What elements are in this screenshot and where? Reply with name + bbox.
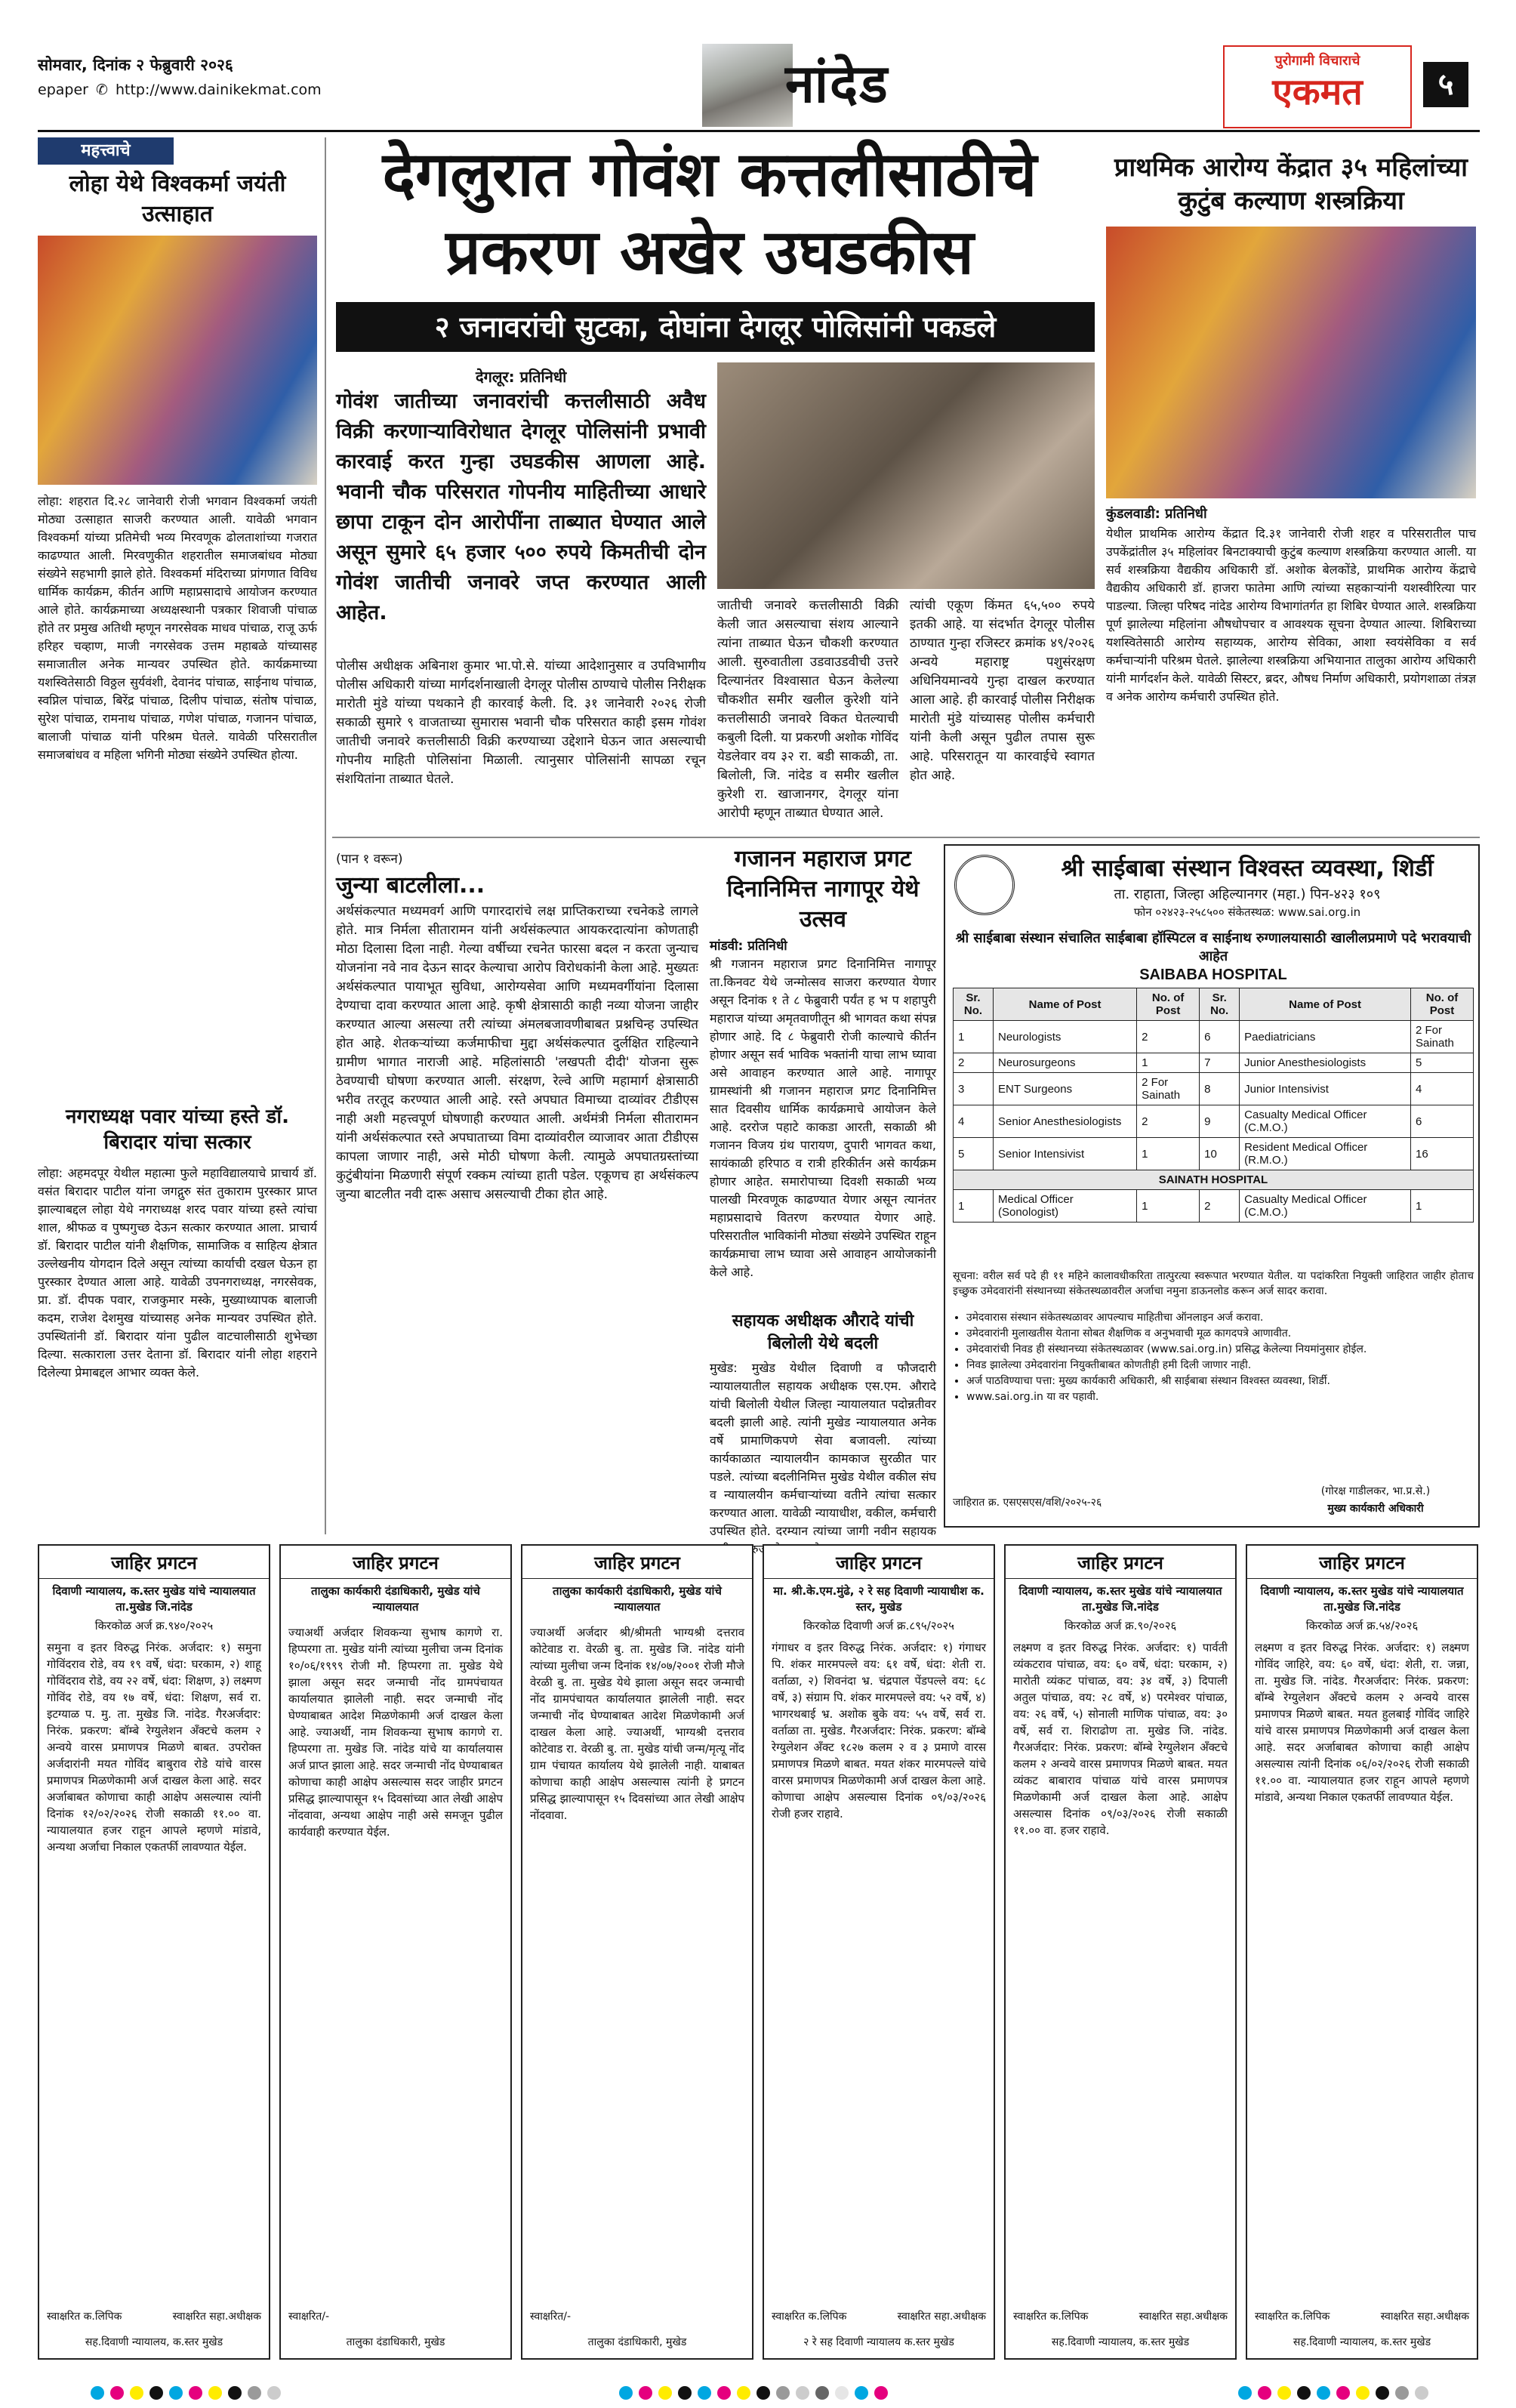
epaper-label: epaper <box>38 82 88 98</box>
saibaba-note: सूचना: वरील सर्व पदे ही ११ महिने कालावधीकरिता तात्पुरत्या स्वरूपात भरण्यात येतील. या पदांकरिता नियुक्ती जाहिरात जाहीर होताच इच्छुक उमेदवारांनी संस्थानच्या संकेतस्थळावरील अर्जाचा नमुना डाऊनलोड करून अर्ज सादर करावा. <box>953 1270 1474 1297</box>
notice-title: जाहिर प्रगटन <box>281 1546 510 1579</box>
saibaba-subtitle: श्री साईबाबा संस्थान संचालित साईबाबा हॉस्पिटल व साईनाथ रुग्णालयासाठी खालीलप्रमाणे पदे भरावयाची आहेत <box>955 930 1471 964</box>
column-divider <box>325 137 326 1534</box>
bullet-item: • निवड झालेल्या उमेदवारांना नियुक्तीबाबत कोणतीही हमी दिली जाणार नाही. <box>966 1358 1474 1374</box>
table-row <box>954 1105 1474 1138</box>
notice-body: समुना व इतर विरुद्ध निरंक. अर्जदार: १) समुना गोविंदराव रोडे, वय १९ वर्षे, धंदा: घरकाम, २) शाहू गोविंदराव रोडे, वय २२ वर्षे, धंदा: शिक्षण, ३) लक्ष्मण गोविंद रोडे, वय १७ वर्षे, धंदा: शिक्षण, सर्व रा. इटग्याळ प. मु. ता. मुखेड जि. नांदेड. गैरअर्जदार: निरंक. प्रकरण: बॉम्बे रेग्युलेशन अँक्टचे कलम २ अन्वये वारस प्रमाणपत्र मिळणे बाबत. उपरोक्त अर्जदारांनी मयत गोविंद बाबुराव रोडे यांचे वारस प्रमाणपत्र मिळणेकामी अर्ज दाखल केला आहे. सदर अर्जाबाबत कोणाचा काही आक्षेप असल्यास त्यांनी दिनांक १२/०२/२०२६ रोजी सकाळी ११.०० वा. न्यायालयात हजर राहून आपले म्हणणे मांडावे, अन्यथा अर्जाचा निकाल एकतर्फी लावण्यात येईल. <box>47 1641 261 1854</box>
notice-court: तालुका कार्यकारी दंडाधिकारी, मुखेड यांचे न्यायालयात <box>311 1584 480 1614</box>
left-story-photo <box>38 236 317 485</box>
table-cell: 2 <box>1137 1021 1200 1053</box>
notice-footer: तालुका दंडाधिकारी, मुखेड <box>587 2336 687 2348</box>
registration-dot <box>835 2386 849 2400</box>
table-cell: 1 <box>954 1021 994 1053</box>
notice-sig-left: स्वाक्षरित क.लिपिक <box>1013 2311 1089 2323</box>
notice-body: लक्ष्मण व इतर विरुद्ध निरंक. अर्जदार: १) लक्ष्मण गोविंद जाहिरे, वय: ६० वर्षे, धंदा: शेती, रा. जन्ना, ता. मुखेड जि. नांदेड. गैरअर्जदार: निरंक. प्रकरण: बॉम्बे रेग्युलेशन अँक्टचे कलम २ अन्वये वारस प्रमाणपत्र मिळणे बाबत. मयत हुलबाई गोविंद जाहिरे यांचे वारस प्रमाणपत्र मिळणेकामी अर्ज दाखल केला आहे. सदर अर्जाबाबत कोणाचा काही आक्षेप असल्यास त्यांनी दिनांक ०६/०२/२०२६ रोजी सकाळी ११.०० वा. न्यायालयात हजर राहून आपले म्हणणे मांडावे, अन्यथा निकाल एकतर्फी लावण्यात येईल. <box>1255 1641 1469 1804</box>
legal-notice <box>38 1544 270 2360</box>
notice-title: जाहिर प्रगटन <box>1247 1546 1477 1579</box>
registration-dot <box>717 2386 731 2400</box>
registration-dot <box>149 2386 163 2400</box>
table-cell: 2 <box>1137 1105 1200 1138</box>
hospital-name: SAIBABA HOSPITAL <box>1139 967 1287 983</box>
table-row <box>954 1073 1474 1105</box>
issue-date: सोमवार, दिनांक २ फेब्रुवारी २०२६ <box>38 56 233 74</box>
registration-dot <box>1238 2386 1252 2400</box>
notice-court: दिवाणी न्यायालय, क.स्तर मुखेड यांचे न्यायालयात ता.मुखेड जि.नांदेड <box>1260 1584 1464 1614</box>
registration-dot <box>815 2386 829 2400</box>
bullet-item: • उमेदवारांनी मुलाखतीस येताना सोबत शैक्षणिक व अनुभवाची मूळ कागदपत्रे आणावीत. <box>966 1326 1474 1342</box>
legal-notice <box>1004 1544 1237 2360</box>
main-banner: २ जनावरांची सुटका, दोघांना देगलूर पोलिसांनी पकडले <box>336 302 1095 352</box>
table-cell: Junior Intensivist <box>1240 1073 1411 1105</box>
saibaba-title: श्री साईबाबा संस्थान विश्वस्त व्यवस्था, शिर्डी <box>1061 855 1434 882</box>
left-story-body: लोहा: शहरात दि.२८ जानेवारी रोजी भगवान विश्वकर्मा जयंती मोठ्या उत्साहात साजरी करण्यात आली. यावेळी भगवान विश्वकर्मा यांच्या प्रतिमेची भव्य मिरवणूक ढोलताशांच्या गजरात काढण्यात आली. मिरवणुकीत शहरातील समाजबांधव मोठ्या संख्येने सहभागी झाले होते. विश्वकर्मा मंदिराच्या प्रांगणात विविध धार्मिक कार्यक्रम, कीर्तन आणि महाप्रसादाचे आयोजन करण्यात आले होते. कार्यक्रमाच्या अध्यक्षस्थानी पत्रकार शिवाजी पांचाळ होते तर प्रमुख अतिथी म्हणून नगरसेवक माधव पांचाळ, राजू ऊर्फ हरिहर चव्हाण, माजी नगरसेवक उत्तम महाबळे यांच्यासह समाजातील अनेक मान्यवर उपस्थित होते. कार्यक्रमाच्या यशस्वितेसाठी विठ्ठल सुर्यवंशी, देवानंद पांचाळ, साईनाथ पांचाळ, स्वप्निल पांचाळ, बिरेंद्र पांचाळ, दिलीप पांचाळ, संतोष पांचाळ, सुरेश पांचाळ, रामनाथ पांचाळ, गणेश पांचाळ, गजानन पांचाळ, बालाजी पांचाळ यांनी परिश्रम घेतले. यावेळी परिसरातील समाजबांधव व महिला भगिनी मोठ्या संख्येने उपस्थित होत्या. <box>38 494 317 762</box>
notice-sig-right: स्वाक्षरित सहा.अधीक्षक <box>172 2311 261 2323</box>
table-cell: 4 <box>954 1105 994 1138</box>
notice-court: दिवाणी न्यायालय, क.स्तर मुखेड यांचे न्यायालयात ता.मुखेड जि.नांदेड <box>52 1584 256 1614</box>
registration-dot <box>1356 2386 1370 2400</box>
registration-dot <box>130 2386 143 2400</box>
bullet-item: • www.sai.org.in या वर पहावी. <box>966 1389 1474 1405</box>
registration-dot <box>855 2386 868 2400</box>
notice-body: ज्याअर्थी अर्जदार श्री/श्रीमती भाग्यश्री दत्तराव कोटेवाड रा. वेरळी बु. ता. मुखेड जि. नांदेड यांनी त्यांच्या मुलीचा जन्म दिनांक १४/०७/२००१ रोजी मौजे वेरळी बु. ता. मुखेड येथे झाला असून सदर जन्माची नोंद ग्रामपंचायत कार्यालयात झालेली नाही. सदर जन्माची नोंद घेण्याबाबत आदेश मिळणेकामी अर्ज दाखल केला आहे. ज्याअर्थी, भाग्यश्री दत्तराव कोटेवाड रा. वेरळी बु. ता. मुखेड यांची जन्म/मृत्यू नोंद ग्राम पंचायत कार्यालय येथे झालेली नाही. याबाबत कोणाचा काही आक्षेप असल्यास त्यांनी हे प्रगटन प्रसिद्ध झाल्यापासून १५ दिवसांच्या आत लेखी आक्षेप नोंदवावा. <box>530 1626 744 1822</box>
table-cell: 1 <box>1137 1053 1200 1073</box>
registration-dot <box>189 2386 202 2400</box>
saibaba-ref: जाहिरात क्र. एसएसएस/वशि/२०२५-२६ <box>953 1497 1102 1509</box>
registration-dot <box>1415 2386 1428 2400</box>
masthead <box>0 0 1516 151</box>
legal-notices <box>38 1544 1480 2360</box>
table-cell: 2 For Sainath <box>1411 1021 1474 1053</box>
notice-case: किरकोळ अर्ज क्र.९०/२०२६ <box>1064 1619 1177 1633</box>
transfer-body: मुखेड: मुखेड येथील दिवाणी व फौजदारी न्यायालयातील सहायक अधीक्षक एस.एम. औरादे यांची बिलोली येथील जिल्हा न्यायालयात पदोन्नतीवर बदली झाली आहे. त्यांनी मुखेड न्यायालयात अनेक वर्षे प्रामाणिकपणे सेवा बजावली. त्यांच्या कार्यकाळात न्यायालयीन कामकाज सुरळीत पार पडले. त्यांच्या बदलीनिमित्त मुखेड येथील वकील संघ व न्यायालयीन कर्मचाऱ्यांच्या वतीने त्यांचा सत्कार करण्यात आला. यावेळी न्यायाधीश, वकील, कर्मचारी उपस्थित होते. दरम्यान त्यांच्या जागी नवीन सहायक रुजू <box>710 1361 936 1556</box>
continued-label: (पान १ वरून) <box>336 852 403 867</box>
masthead-rule <box>38 130 1480 132</box>
junya-title: जुन्या बाटलीला... <box>336 872 485 899</box>
table-cell: Junior Anesthesiologists <box>1240 1053 1411 1073</box>
registration-dot <box>1297 2386 1311 2400</box>
notice-footer: सह.दिवाणी न्यायालय, क.स्तर मुखेड <box>1293 2336 1431 2348</box>
registration-dot <box>639 2386 652 2400</box>
table-cell: Resident Medical Officer (R.M.O.) <box>1240 1138 1411 1170</box>
main-body-c: त्यांची एकूण किंमत ६५,५०० रुपये इतकी आहे. या संदर्भात देगलूर पोलीस ठाण्यात गुन्हा रजिस्टर क्रमांक ४९/२०२६ अन्वये महाराष्ट्र पशुसंरक्षण अधिनियमान्वये गुन्हा दाखल करण्यात आला आहे. ही कारवाई पोलीस निरीक्षक मारोती मुंडे यांच्यासह पोलीस कर्मचारी यांनी केली असून पुढील तपास सुरू आहे. परिसरातून या कारवाईचे स्वागत होत आहे. <box>910 598 1095 783</box>
masthead-collage <box>702 44 793 127</box>
section-rule <box>332 837 1480 838</box>
bullet-item: • उमेदवारास संस्थान संकेतस्थळावर आपल्याच माहितीचा ऑनलाइन अर्ज करावा. <box>966 1310 1474 1326</box>
left-story2-body: लोहा: अहमदपूर येथील महात्मा फुले महाविद्यालयाचे प्राचार्य डॉ. वसंत बिरादार पाटील यांना जगद्गुरु संत तुकाराम पुरस्कार प्राप्त झाल्याबद्दल लोहा येथे नगराध्यक्ष शरद पवार यांच्या हस्ते त्यांचा शाल, श्रीफळ व पुष्पगुच्छ देऊन सत्कार करण्यात आला. प्राचार्य डॉ. बिरादार पाटील यांनी शैक्षणिक, सामाजिक व साहित्य क्षेत्रात उल्लेखनीय योगदान दिले असून त्यांच्या कार्याची दखल घेऊन हा पुरस्कार देण्यात आला आहे. यावेळी उपनगराध्यक्ष, नगरसेवक, प्रा. डॉ. दीपक पवार, राजकुमार मस्के, मुख्याध्यापक बालाजी कदम, राजेश देशमुख यांच्यासह अनेक मान्यवर उपस्थित होते. उपस्थितांनी डॉ. बिरादार यांना पुढील वाटचालीसाठी शुभेच्छा दिल्या. सत्काराला उत्तर देताना डॉ. बिरादार यांनी लोहा शहराने दिलेल्या प्रेमाबद्दल आभार व्यक्त केले. <box>38 1166 317 1380</box>
gajanan-body: श्री गजानन महाराज प्रगट दिनानिमित्त नागापूर ता.किनवट येथे जन्मोत्सव साजरा करण्यात येणार असून दिनांक १ ते ८ फेब्रुवारी पर्यंत ह भ प शहापुरी महाराज यांच्या अमृतवाणीतून श्री भागवत कथा संपन्न होणार आहे. दि ८ फेब्रुवारी रोजी काल्याचे कीर्तन होणार असून सर्व भाविक भक्तांनी याचा लाभ घ्यावा असे आवाहन करण्यात आले आहे. नागापूर ग्रामस्थांनी श्री गजानन महाराज प्रगट दिनानिमित्त सात दिवसीय धार्मिक कार्यक्रमाचे आयोजन केले आहे. दररोज पहाटे काकडा आरती, सकाळी श्री गजानन विजय ग्रंथ पारायण, दुपारी भागवत कथा, सायंकाळी हरिपाठ व रात्री हरिकीर्तन असे कार्यक्रम होणार आहेत. समारोपाच्या दिवशी सकाळी भव्य पालखी मिरवणूक काढण्यात येणार असून त्यानंतर महाप्रसादाचे वितरण करण्यात येणार आहे. परिसरातील भाविकांनी मोठ्या संख्येने उपस्थित राहून कार्यक्रमाचा लाभ घ्यावा असे आवाहन आयोजकांनी केले आहे. <box>710 957 936 1279</box>
left-column <box>38 137 317 1534</box>
junya-body: अर्थसंकल्पात मध्यमवर्ग आणि पगारदारांचे लक्ष प्राप्तिकराच्या रचनेकडे लागले होते. मात्र निर्मला सीतारामन यांनी अर्थसंकल्पात आयकरदात्यांना कोणताही मोठा दिलासा दिला नाही. गेल्या वर्षीच्या रचनेत फारसा बदल न करता जुन्याच योजनांना नवे नाव देऊन सादर केल्याचा आरोप विरोधकांनी केला आहे. मुख्यतः अर्थसंकल्पात पायाभूत सुविधा, आरोग्यसेवा आणि मध्यमवर्गीयांना दिलासा देण्याचा दावा करण्यात आला आहे. कृषी क्षेत्रासाठी काही नव्या योजना जाहीर करण्यात आल्या असल्या तरी त्यांच्या अंमलबजावणीबाबत प्रश्नचिन्ह उपस्थित होत आहे. शेतकऱ्यांच्या कर्जमाफीचा मुद्दा अर्थसंकल्पात दुर्लक्षित राहिल्याने ग्रामीण भागात नाराजी आहे. महिलांसाठी 'लखपती दीदी' योजना सुरू ठेवण्याची घोषणा करण्यात आली. संरक्षण, रेल्वे आणि महामार्ग क्षेत्रासाठी भरीव तरतूद करण्यात आली आहे. रस्ते अपघात विमाच्या दाव्यांवर टीडीएस नाही अशी महत्त्वपूर्ण घोषणाही करण्यात आली. अर्थमंत्री निर्मला सीतारामन यांनी अर्थसंकल्पात रस्ते अपघाताच्या विमा दाव्यांवरील व्याजावर आता टीडीएस कापला जाणार नाही, असे मोठी घोषणा केली. त्यामुळे अपघातग्रस्तांच्या कुटुंबीयांना मिळणारी संपूर्ण रक्कम त्यांच्या हाती पडेल. एकूणच हा अर्थसंकल्प जुन्या बाटलीत नवी दारू असाच असल्याची टीका होत आहे. <box>336 904 698 1202</box>
color-registration-marks-center <box>619 2386 921 2401</box>
brand-logo <box>1223 45 1412 128</box>
table-cell: 1 <box>1137 1190 1200 1222</box>
registration-dot <box>1277 2386 1291 2400</box>
brand-tagline: पुरोगामी विचाराचे <box>1274 53 1360 69</box>
notice-court: मा. श्री.के.एम.मुंढे, २ रे सह दिवाणी न्यायाधीश क. स्तर, मुखेड <box>773 1584 984 1614</box>
registration-dot <box>1395 2386 1409 2400</box>
notice-court: तालुका कार्यकारी दंडाधिकारी, मुखेड यांचे न्यायालयात <box>553 1584 722 1614</box>
registration-dot <box>248 2386 261 2400</box>
table-cell: 1 <box>1137 1138 1200 1170</box>
saibaba-sign-title: मुख्य कार्यकारी अधिकारी <box>1327 1503 1424 1515</box>
table-cell: 3 <box>954 1073 994 1105</box>
registration-dot <box>169 2386 183 2400</box>
notice-sig-left: स्वाक्षरित क.लिपिक <box>772 2311 847 2323</box>
gajanan-headline: गजानन महाराज प्रगट दिनानिमित्त नागापूर येथे उत्सव <box>726 846 920 933</box>
main-body-b: जातीची जनावरे कत्तलीसाठी विक्री केली जात असल्याचा संशय आल्याने त्यांना ताब्यात घेऊन चौकशी करण्यात आली. सुरुवातीला उडवाउडवीची उत्तरे दिल्यानंतर विश्वासात घेऊन केलेल्या चौकशीत समीर खलील कुरेशी यांने कत्तलीसाठी जनावरे विकत घेतल्याची कबुली दिली. या प्रकरणी अशोक गोविंद येडलेवार वय ३२ रा. बडी साकळी, ता. बिलोली, जि. नांदेड व समीर खलील कुरेशी रा. खाजानगर, देगलूर यांना आरोपी म्हणून ताब्यात घेण्यात आले. <box>717 598 898 821</box>
right-headline: प्राथमिक आरोग्य केंद्रात ३५ महिलांच्या कुटुंब कल्याण शस्त्रक्रिया <box>1114 153 1468 216</box>
color-registration-marks-right <box>1238 2386 1465 2401</box>
notice-title: जाहिर प्रगटन <box>39 1546 269 1579</box>
table-row <box>954 1190 1474 1222</box>
page-number: ५ <box>1423 62 1468 107</box>
table-cell: 7 <box>1200 1053 1240 1073</box>
table-cell: Paediatricians <box>1240 1021 1411 1053</box>
gajanan-dateline: मांडवी: प्रतिनिधी <box>710 939 787 954</box>
notice-sig-left: स्वाक्षरित क.लिपिक <box>47 2311 122 2323</box>
table-cell: 5 <box>954 1138 994 1170</box>
phone-icon: ✆ <box>96 82 108 98</box>
hospital-posts-table <box>953 988 1474 1222</box>
brand-name: एकमत <box>1272 71 1363 113</box>
transfer-headline: सहायक अधीक्षक औरादे यांची बिलोली येथे बदली <box>732 1312 914 1353</box>
legal-notice <box>279 1544 512 2360</box>
main-headline-line2: प्रकरण अखेर उघडकीस <box>445 217 974 288</box>
notice-footer: सह.दिवाणी न्यायालय, क.स्तर मुखेड <box>85 2336 223 2348</box>
bullet-item: • उमेदवारांची निवड ही संस्थानच्या संकेतस्थळावर (www.sai.org.in) प्रसिद्ध केलेल्या नियमांनुसार होईल. <box>966 1342 1474 1358</box>
table-cell: 6 <box>1200 1021 1240 1053</box>
notice-footer: तालुका दंडाधिकारी, मुखेड <box>346 2336 445 2348</box>
table-cell: 2 <box>1200 1190 1240 1222</box>
registration-dot <box>698 2386 711 2400</box>
table-cell: Senior Intensivist <box>994 1138 1137 1170</box>
registration-dot <box>1376 2386 1389 2400</box>
saibaba-phone: फोन ०२४२३-२५८५०० संकेतस्थळ: www.sai.org.in <box>1133 905 1361 919</box>
col-name-2: Name of Post <box>1240 988 1411 1021</box>
registration-dot <box>796 2386 809 2400</box>
left-story-title: लोहा येथे विश्वकर्मा जयंती उत्साहात <box>69 171 286 227</box>
right-photo-women <box>1106 227 1476 498</box>
saibaba-ad <box>944 844 1480 1528</box>
table-cell: Casualty Medical Officer (C.M.O.) <box>1240 1190 1411 1222</box>
saibaba-seal-icon <box>954 855 1015 915</box>
registration-dot <box>1336 2386 1350 2400</box>
notice-court: दिवाणी न्यायालय, क.स्तर मुखेड यांचे न्यायालयात ता.मुखेड जि.नांदेड <box>1018 1584 1222 1614</box>
legal-notice <box>1246 1544 1478 2360</box>
table-cell: 4 <box>1411 1073 1474 1105</box>
notice-case: किरकोळ दिवाणी अर्ज क्र.८९५/२०२५ <box>803 1619 954 1633</box>
table-cell: 2 <box>954 1053 994 1073</box>
table-cell: 10 <box>1200 1138 1240 1170</box>
section-tag: महत्त्वाचे <box>38 137 174 165</box>
table-row <box>954 1053 1474 1073</box>
registration-dot <box>228 2386 242 2400</box>
table-cell: Senior Anesthesiologists <box>994 1105 1137 1138</box>
table-cell: 6 <box>1411 1105 1474 1138</box>
notice-case: किरकोळ अर्ज क्र.९४०/२०२५ <box>94 1619 214 1633</box>
col-sr-2: Sr. No. <box>1200 988 1240 1021</box>
main-lead: गोवंश जातीच्या जनावरांची कत्तलीसाठी अवैध विक्री करणाऱ्याविरोधात देगलूर पोलिसांनी प्रभावी कारवाई करत गुन्हा उघडकीस आणला आहे. भवानी चौक परिसरात गोपनीय माहितीच्या आधारे छापा टाकून दोन आरोपींना ताब्यात घेण्यात आले असून सुमारे ६५ हजार ५०० रुपये किमतीची दोन गोवंश जातीची जनावरे जप्त करण्यात आली आहेत. <box>336 390 706 624</box>
col-sr: Sr. No. <box>954 988 994 1021</box>
notice-footer: सह.दिवाणी न्यायालय, क.स्तर मुखेड <box>1051 2336 1190 2348</box>
notice-body: ज्याअर्थी अर्जदार शिवकन्या सुभाष कागणे रा. हिप्परगा ता. मुखेड यांनी त्यांच्या मुलीचा जन्म दिनांक १०/०६/१९९९ रोजी मौ. हिप्परगा ता. मुखेड येथे झाला असून सदर जन्माची नोंद ग्रामपंचायत कार्यालयात झालेली नाही. सदर जन्माची नोंद घेण्याबाबत आदेश मिळणेकामी अर्ज दाखल केला आहे. ज्याअर्थी, नाम शिवकन्या सुभाष कागणे रा. हिप्परगा ता. मुखेड जि. नांदेड यांचे या कार्यालयास अर्ज प्राप्त झाला आहे. सदर जन्माची नोंद घेण्याबाबत कोणाचा काही आक्षेप असल्यास सदर जाहीर प्रगटन प्रसिद्ध झाल्यापासून १५ दिवसांच्या आत लेखी आक्षेप नोंदवावा, अन्यथा आक्षेप नाही असे समजून पुढील कार्यवाही करण्यात येईल. <box>288 1626 503 1839</box>
table-cell: Neurologists <box>994 1021 1137 1053</box>
notice-title: जाहिर प्रगटन <box>522 1546 752 1579</box>
notice-sig-left: स्वाक्षरित क.लिपिक <box>1255 2311 1330 2323</box>
registration-dot <box>1317 2386 1330 2400</box>
epaper-link[interactable] <box>38 82 322 98</box>
right-body: येथील प्राथमिक आरोग्य केंद्रात दि.३१ जानेवारी रोजी शहर व परिसरातील पाच उपकेंद्रांतील ३५ महिलांवर बिनटाक्याची कुटुंब कल्याण शस्त्रक्रिया करण्यात आली. या सर्व शस्त्रक्रिया वैद्यकीय अधिकारी डॉ. अशोक बेलकोंडे, प्राथमिक आरोग्य केंद्राचे वैद्यकीय अधिकारी डॉ. हाजरा फातेमा आणि त्यांच्या सहकाऱ्यांनी यशस्वीरित्या पार पाडल्या. जिल्हा परिषद नांदेड आरोग्य विभागांतर्गत हा शिबिर घेण्यात आले. शस्त्रक्रिया पूर्ण झालेल्या महिलांना औषधोपचार व आवश्यक सूचना देण्यात आल्या. शिबिराच्या यशस्वितेसाठी आरोग्य सहाय्यक, आरोग्य सेविका, आशा स्वयंसेविका व सर्व कर्मचाऱ्यांनी परिश्रम घेतले. झालेल्या शस्त्रक्रिया अभियानात तालुका आरोग्य अधिकारी यांनी मार्गदर्शन केले. यावेळी सिस्टर, ब्रदर, औषध निर्माण अधिकारी, प्रयोगशाळा तंत्रज्ञ व अनेक आरोग्य कर्मचारी उपस्थित होते. <box>1106 526 1476 704</box>
legal-notice <box>521 1544 753 2360</box>
col-name: Name of Post <box>994 988 1137 1021</box>
registration-dot <box>110 2386 124 2400</box>
table-cell: 9 <box>1200 1105 1240 1138</box>
notice-case: किरकोळ अर्ज क्र.५४/२०२६ <box>1305 1619 1419 1633</box>
main-body-a: पोलीस अधीक्षक अबिनाश कुमार भा.पो.से. यांच्या आदेशानुसार व उपविभागीय पोलीस अधिकारी यांच्या मार्गदर्शनाखाली देगलूर पोलीस ठाण्याचे पोलीस निरीक्षक मारोती मुंडे यांच्या पथकाने ही कारवाई केली. दि. ३१ जानेवारी २०२६ रोजी सकाळी सुमारे ९ वाजताच्या सुमारास भवानी चौक परिसरात काही इसम गोवंश जातीची जनावरे कत्तलीसाठी विक्री करण्याच्या उद्देशाने घेऊन जात असल्याची गोपनीय माहिती पोलिसांना मिळाली. त्यानुसार पोलिसांनी सापळा रचून संशयितांना ताब्यात घेतले. <box>336 658 706 787</box>
color-registration-marks <box>91 2386 317 2401</box>
notice-title: जाहिर प्रगटन <box>1006 1546 1235 1579</box>
registration-dot <box>737 2386 750 2400</box>
saibaba-bullets <box>953 1310 1474 1405</box>
table-cell: Neurosurgeons <box>994 1053 1137 1073</box>
notice-title: जाहिर प्रगटन <box>764 1546 994 1579</box>
table-cell: ENT Surgeons <box>994 1073 1137 1105</box>
table-cell: 1 <box>1411 1190 1474 1222</box>
saibaba-address: ता. राहाता, जिल्हा अहिल्यानगर (महा.) पिन-४२३ १०९ <box>1114 886 1381 902</box>
saibaba-sign-name: (गोरक्ष गाडीलकर, भा.प्र.से.) <box>1320 1485 1431 1497</box>
notice-sig-right: स्वाक्षरित सहा.अधीक्षक <box>1380 2311 1469 2323</box>
registration-dot <box>91 2386 104 2400</box>
main-headline-line1: देगलुरात गोवंश कत्तलीसाठीचे <box>382 139 1037 211</box>
col-no: No. of Post <box>1137 988 1200 1021</box>
registration-dot <box>756 2386 770 2400</box>
notice-sig-right: स्वाक्षरित सहा.अधीक्षक <box>897 2311 986 2323</box>
table-cell: Casualty Medical Officer (C.M.O.) <box>1240 1105 1411 1138</box>
main-photo-cattle <box>717 362 1095 589</box>
table-cell: 1 <box>954 1190 994 1222</box>
registration-dot <box>874 2386 888 2400</box>
website-url[interactable]: http://www.dainikekmat.com <box>115 82 322 98</box>
registration-dot <box>658 2386 672 2400</box>
table-row <box>954 1021 1474 1053</box>
sainath-header-row <box>954 1170 1474 1190</box>
city-title: नांदेड <box>785 53 889 115</box>
registration-dot <box>267 2386 281 2400</box>
notice-sig-left: स्वाक्षरित/- <box>530 2311 571 2323</box>
bullet-item: • अर्ज पाठविण्याचा पत्ता: मुख्य कार्यकारी अधिकारी, श्री साईबाबा संस्थान विश्वस्त व्यवस्था, शिर्डी. <box>966 1374 1474 1389</box>
registration-dot <box>776 2386 790 2400</box>
table-cell: 8 <box>1200 1073 1240 1105</box>
main-dateline: देगलूर: प्रतिनिधी <box>476 368 567 386</box>
notice-sig-right: स्वाक्षरित सहा.अधीक्षक <box>1139 2311 1228 2323</box>
notice-body: लक्ष्मण व इतर विरुद्ध निरंक. अर्जदार: १) पार्वती व्यंकटराव पांचाळ, वय: ६० वर्षे, धंदा: घरकाम, २) मारोती व्यंकट पांचाळ, वय: ३४ वर्षे, ३) दिपाली अतुल पांचाळ, वय: २८ वर्षे, ४) परमेश्वर पांचाळ, वय: २६ वर्षे, ५) सोनाली माणिक पांचाळ, वय: ३० वर्षे, सर्व रा. शिराढोण ता. मुखेड जि. नांदेड. गैरअर्जदार: निरंक. प्रकरण: बॉम्बे रेग्युलेशन अँक्टचे कलम २ अन्वये वारस प्रमाणपत्र मिळणे बाबत. मयत व्यंकट बाबाराव पांचाळ यांचे वारस प्रमाणपत्र मिळणेकामी अर्ज दाखल केला आहे. आक्षेप असल्यास दिनांक ०९/०३/२०२६ रोजी सकाळी ११.०० वा. हजर राहावे. <box>1013 1641 1228 1837</box>
notice-sig-left: स्वाक्षरित/- <box>288 2311 329 2323</box>
registration-dot <box>678 2386 692 2400</box>
table-cell: Medical Officer (Sonologist) <box>994 1190 1137 1222</box>
table-cell: 5 <box>1411 1053 1474 1073</box>
notice-body: गंगाधर व इतर विरुद्ध निरंक. अर्जदार: १) गंगाधर पि. शंकर मारमपल्ले वय: ६१ वर्षे, धंदा: शेती रा. वर्ताळा, २) शिवनंदा भ्र. चंद्रपाल पेंडपल्ले वय: ६८ वर्षे, ३) संग्राम पि. शंकर मारमपल्ले वय: ५२ वर्षे, ४) भागरथबाई भ्र. अशोक बुके वय: ५५ वर्षे, सर्व रा. वर्ताळा ता. मुखेड. गैरअर्जदार: निरंक. प्रकरण: बॉम्बे रेग्युलेशन अँक्ट १८२७ कलम २ व ३ प्रमाणे वारस प्रमाणपत्र मिळणे बाबत. मयत शंकर मारमपल्ले यांचे वारस प्रमाणपत्र मिळणेकामी अर्ज दाखल केला आहे. कोणाचा आक्षेप असल्यास दिनांक ०९/०३/२०२६ रोजी हजर राहावे. <box>772 1641 986 1821</box>
registration-dot <box>619 2386 633 2400</box>
notice-footer: २ रे सह दिवाणी न्यायालय क.स्तर मुखेड <box>803 2336 954 2348</box>
table-cell: 2 For Sainath <box>1137 1073 1200 1105</box>
sainath-hospital-name: SAINATH HOSPITAL <box>954 1170 1474 1190</box>
right-dateline: कुंडलवाडी: प्रतिनिधी <box>1106 506 1207 522</box>
registration-dot <box>1258 2386 1271 2400</box>
table-cell: 16 <box>1411 1138 1474 1170</box>
col-no-2: No. of Post <box>1411 988 1474 1021</box>
registration-dot <box>208 2386 222 2400</box>
left-story2-title: नगराध्यक्ष पवार यांच्या हस्ते डॉ. बिरादार यांचा सत्कार <box>66 1105 289 1154</box>
legal-notice <box>763 1544 995 2360</box>
table-row <box>954 1138 1474 1170</box>
